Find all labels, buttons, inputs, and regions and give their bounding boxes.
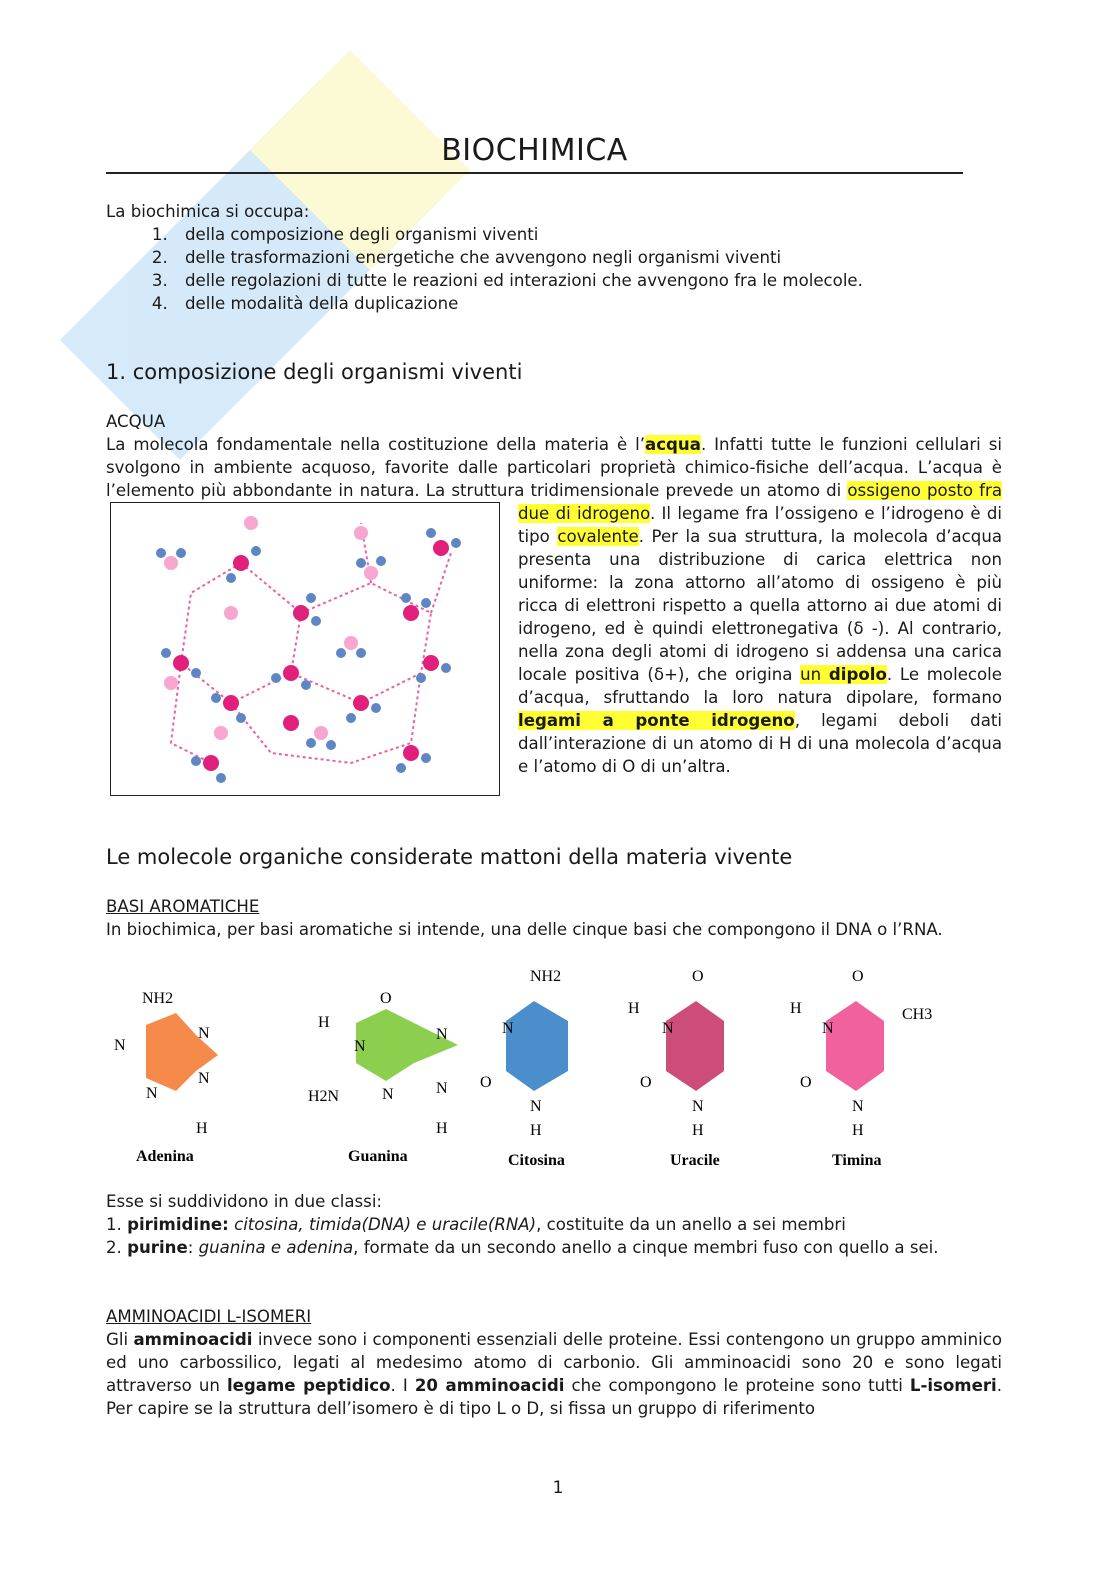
- acqua-section: [106, 410, 1002, 796]
- amminoacidi-label: AMMINOACIDI L-ISOMERI: [106, 1307, 312, 1326]
- svg-text:N: N: [436, 1026, 448, 1043]
- svg-text:H: H: [790, 1000, 802, 1017]
- svg-text:H2N: H2N: [308, 1088, 340, 1105]
- acqua-paragraph: La molecola fondamentale nella costituzione della materia è l’acqua. Infatti tutte le funzioni cellulari si svolgono in ambiente acquoso, favorite dalle particolari proprietà chimico-fisiche dell’acqua. L’acqua è l’elemento più abbondante in natura. La struttura tridimensionale prevede un atomo di ossigeno posto fra due di idrogeno. Il legame fra l’ossigeno e l’idrogeno è di tipo covalente. Per la sua struttura, la molecola d’acqua presenta una distribuzione di carica elettrica non uniforme: la zona attorno all’atomo di ossigeno è più ricca di elettroni rispetto a quella attorno ai due atomi di idrogeno, ed è quindi elettronegativa (δ -). Al contrario, nella zona degli atomi di idrogeno si addensa una carica locale positiva (δ+), che origina un dipolo. Le molecole d’acqua, sfruttando la loro natura dipolare, formano legami a ponte idrogeno, legami deboli dati dall’interazione di un atomo di H di una molecola d’acqua e l’atomo di O di un’altra.: [106, 433, 1002, 778]
- classi-lead: Esse si suddividono in due classi:: [106, 1192, 383, 1211]
- svg-text:O: O: [380, 990, 392, 1007]
- svg-text:N: N: [502, 1020, 514, 1037]
- acqua-text-a: . Infatti tutte le funzioni cellulari si svolgono in ambiente acquoso, favorite dalle particolari proprietà chimico-fisiche dell’acqua. L’acqua è l’elemento più abbondante in natura. La struttura tridimensionale prevede un atomo di: [106, 435, 1002, 500]
- svg-text:N: N: [692, 1098, 704, 1115]
- guanina-structure: [308, 990, 458, 1165]
- basi-paragraph: In biochimica, per basi aromatiche si intende, una delle cinque basi che compongono il DNA o l’RNA.: [106, 920, 943, 939]
- citosina-structure: [480, 968, 568, 1169]
- svg-text:NH2: NH2: [530, 968, 562, 985]
- svg-text:O: O: [800, 1074, 812, 1091]
- svg-text:N: N: [662, 1020, 674, 1037]
- label-uracile: Uracile: [670, 1152, 720, 1169]
- svg-text:N: N: [822, 1020, 834, 1037]
- svg-text:N: N: [530, 1098, 542, 1115]
- highlight-acqua: acqua: [645, 435, 701, 454]
- classe-pirimidine: 1. pirimidine: citosina, timida(DNA) e uracile(RNA), costituite da un anello a sei membri: [106, 1215, 846, 1234]
- svg-text:N: N: [852, 1098, 864, 1115]
- svg-text:O: O: [692, 968, 704, 985]
- svg-text:O: O: [480, 1074, 492, 1091]
- svg-text:H: H: [436, 1120, 448, 1137]
- nucleobases-figure: [106, 963, 966, 1173]
- svg-text:H: H: [628, 1000, 640, 1017]
- highlight-legami: legami a ponte idrogeno: [518, 711, 795, 730]
- svg-text:H: H: [530, 1122, 542, 1139]
- svg-text:N: N: [436, 1080, 448, 1097]
- svg-text:H: H: [196, 1120, 208, 1137]
- classe-purine: 2. purine: guanina e adenina, formate da un secondo anello a cinque membri fuso con quello a sei.: [106, 1238, 939, 1257]
- highlight-ossigeno: ossigeno posto fra due di idrogeno: [518, 481, 1002, 523]
- svg-text:NH2: NH2: [142, 990, 174, 1007]
- svg-text:N: N: [198, 1070, 210, 1087]
- basi-label: BASI AROMATICHE: [106, 897, 260, 916]
- svg-text:CH3: CH3: [902, 1006, 933, 1023]
- label-timina: Timina: [832, 1152, 882, 1169]
- svg-text:H: H: [852, 1122, 864, 1139]
- amminoacidi-paragraph: Gli amminoacidi invece sono i componenti essenziali delle proteine. Essi contengono un gruppo amminico ed uno carbossilico, legati al medesimo atomo di carbonio. Gli amminoacidi sono 20 e sono legati attraverso un legame peptidico. I 20 amminoacidi che compongono le proteine sono tutti L-isomeri. Per capire se la struttura dell’isomero è di tipo L o D, si fissa un gruppo di riferimento: [106, 1330, 1003, 1418]
- page-title: BIOCHIMICA: [106, 130, 963, 174]
- amminoacidi-section: [106, 1305, 1002, 1420]
- intro-section: [106, 200, 1002, 315]
- label-citosina: Citosina: [508, 1152, 565, 1169]
- adenina-structure: [114, 990, 218, 1165]
- svg-text:N: N: [114, 1037, 126, 1054]
- water-hydrogen-bond-figure: [110, 502, 500, 796]
- list-item: 3. delle regolazioni di tutte le reazioni ed interazioni che avvengono fra le molecole.: [173, 269, 1002, 292]
- page-number: 1: [552, 1478, 564, 1498]
- svg-text:N: N: [354, 1038, 366, 1055]
- intro-list: [106, 223, 1002, 315]
- list-item: 4. delle modalità della duplicazione: [173, 292, 1002, 315]
- label-adenina: Adenina: [136, 1148, 194, 1165]
- timina-structure: [790, 968, 932, 1169]
- section-heading-composizione: 1. composizione degli organismi viventi: [106, 360, 523, 384]
- svg-text:O: O: [852, 968, 864, 985]
- svg-text:H: H: [692, 1122, 704, 1139]
- basi-section: [106, 895, 1002, 941]
- list-item: 1. della composizione degli organismi viventi: [173, 223, 1002, 246]
- section-heading-molecole: Le molecole organiche considerate mattoni della materia vivente: [106, 845, 793, 869]
- svg-text:H: H: [318, 1014, 330, 1031]
- classi-section: [106, 1190, 1002, 1259]
- uracile-structure: [628, 968, 724, 1169]
- svg-text:N: N: [382, 1086, 394, 1103]
- svg-text:N: N: [146, 1085, 158, 1102]
- label-guanina: Guanina: [348, 1148, 408, 1165]
- highlight-covalente: covalente: [557, 527, 639, 546]
- svg-text:O: O: [640, 1074, 652, 1091]
- list-item: 2. delle trasformazioni energetiche che avvengono negli organismi viventi: [173, 246, 1002, 269]
- intro-lead: La biochimica si occupa:: [106, 202, 310, 221]
- acqua-label: ACQUA: [106, 412, 166, 431]
- svg-text:N: N: [198, 1025, 210, 1042]
- highlight-dipolo: dipolo: [828, 665, 887, 684]
